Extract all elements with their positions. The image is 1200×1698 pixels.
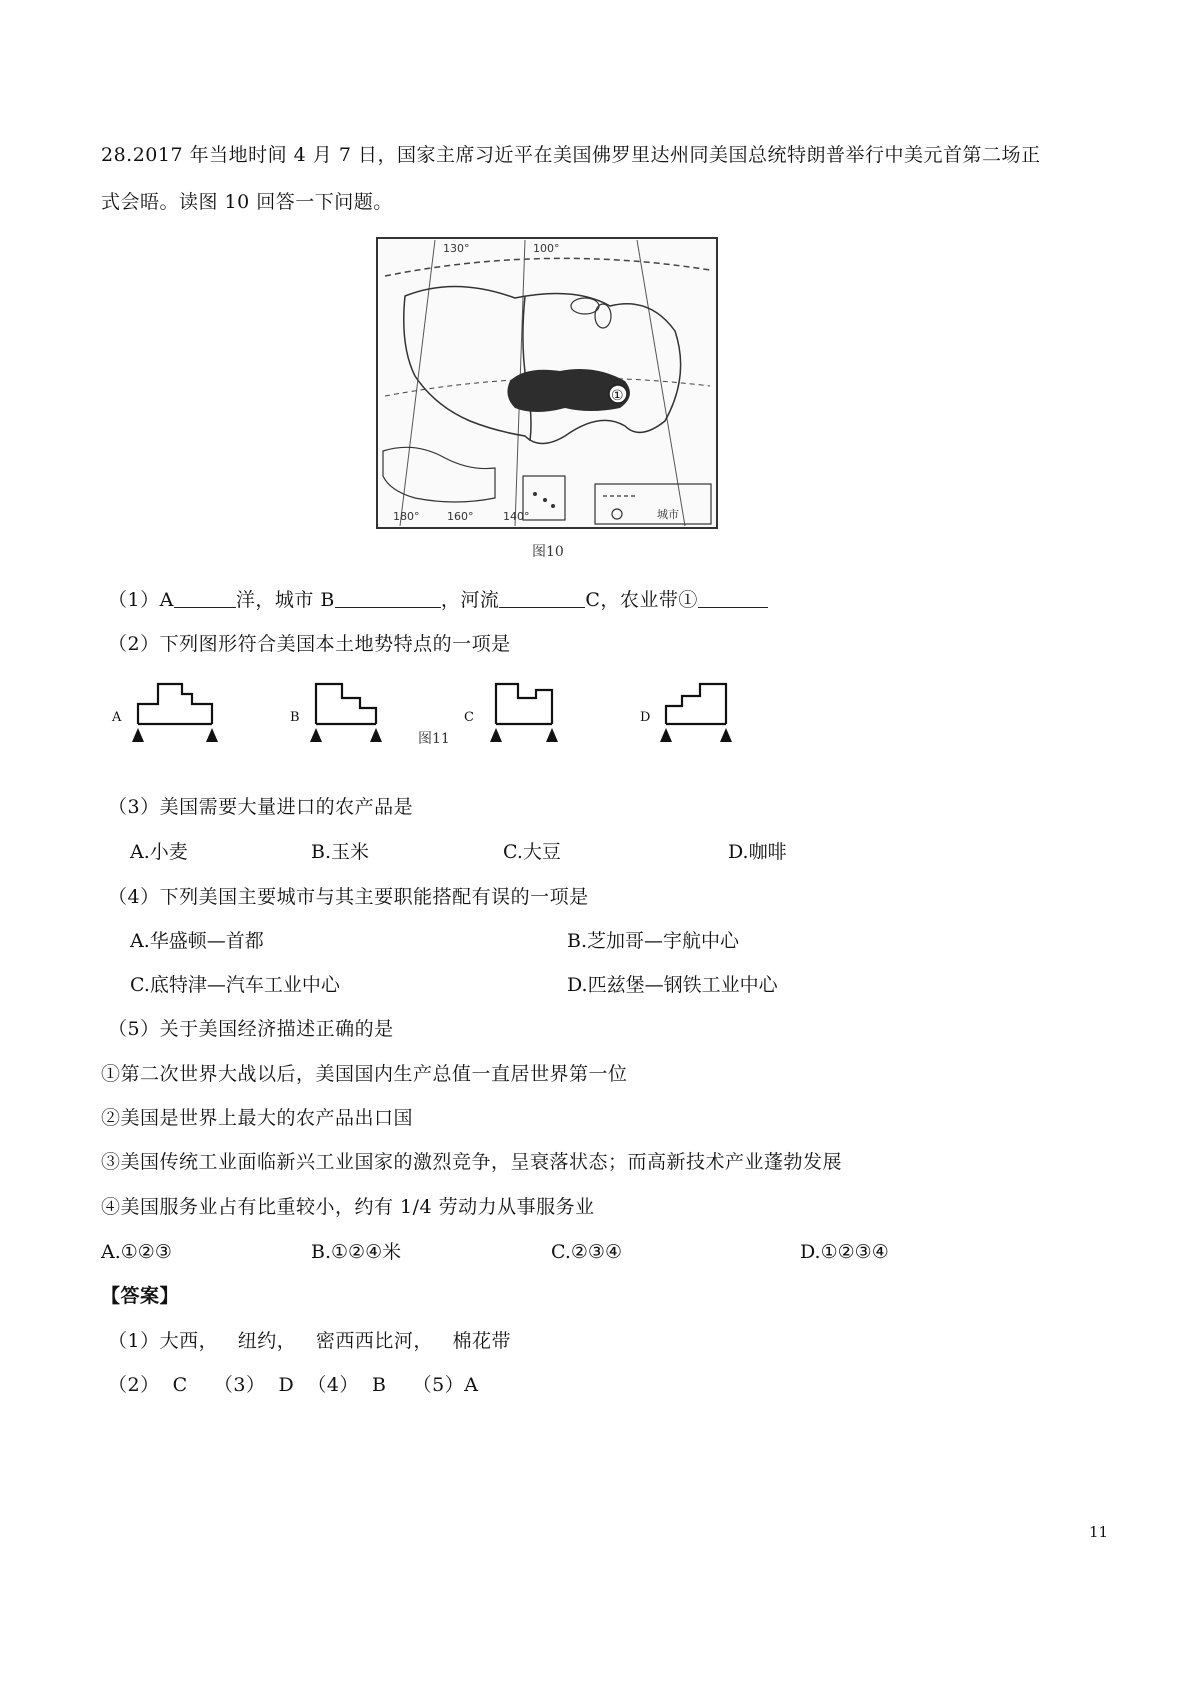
q1-blank-river[interactable]	[499, 589, 585, 608]
figure-10-caption: 图10	[532, 544, 564, 560]
q5-statement-2: ②美国是世界上最大的农产品出口国	[101, 1107, 414, 1129]
q1-blank-ocean[interactable]	[174, 589, 236, 608]
question-intro-line2: 式会晤。读图 10 回答一下问题。	[101, 191, 393, 213]
q5-option-b[interactable]: B.①②④米	[311, 1241, 402, 1263]
q4-option-a[interactable]: A.华盛顿—首都	[130, 930, 264, 952]
fig11-profile-b	[306, 676, 402, 748]
q3-option-a[interactable]: A.小麦	[130, 841, 188, 863]
q1-part3: ，河流	[440, 589, 500, 611]
q5-option-a[interactable]: A.①②③	[101, 1241, 172, 1263]
fig11-label-a: A	[112, 710, 122, 725]
q5-statement-4: ④美国服务业占有比重较小，约有 1/4 劳动力从事服务业	[101, 1196, 595, 1218]
q1-blank-city[interactable]	[335, 589, 441, 608]
lon-label-140: 140°	[503, 510, 530, 523]
q1-part1: （1）A	[108, 589, 174, 611]
fig11-profile-d	[656, 676, 752, 748]
lon-label-130: 130°	[443, 242, 470, 255]
q4-text: （4）下列美国主要城市与其主要职能搭配有误的一项是	[108, 886, 589, 908]
q2-text: （2）下列图形符合美国本土地势特点的一项是	[108, 633, 511, 655]
q3-option-b[interactable]: B.玉米	[311, 841, 370, 863]
figure-11-caption: 图11	[418, 731, 450, 747]
q5-option-d[interactable]: D.①②③④	[800, 1241, 889, 1263]
q3-option-d[interactable]: D.咖啡	[728, 841, 787, 863]
lon-label-100: 100°	[533, 242, 560, 255]
fig11-label-c: C	[464, 710, 474, 725]
q5-statement-1: ①第二次世界大战以后，美国国内生产总值一直居世界第一位	[101, 1063, 628, 1085]
q4-option-c[interactable]: C.底特津—汽车工业中心	[130, 974, 340, 996]
q4-option-b[interactable]: B.芝加哥—宇航中心	[567, 930, 740, 952]
fig11-profile-a	[128, 676, 224, 748]
lon-label-180: 180°	[393, 510, 420, 523]
answer-line2: （2） C （3） D （4） B （5）A	[108, 1374, 479, 1396]
legend-city-label: 城市	[657, 508, 679, 521]
q1-blank-belt[interactable]	[698, 589, 768, 608]
fig11-label-d: D	[640, 710, 651, 725]
page-number: 11	[1089, 1523, 1109, 1541]
q5-option-c[interactable]: C.②③④	[551, 1241, 622, 1263]
lon-label-160: 160°	[447, 510, 474, 523]
question-intro-line1: 28.2017 年当地时间 4 月 7 日，国家主席习近平在美国佛罗里达州同美国总统特朗普举行中美元首第二场正	[101, 144, 1041, 166]
figure-10-map	[375, 236, 719, 530]
answer-heading: 【答案】	[101, 1285, 180, 1307]
q3-option-c[interactable]: C.大豆	[503, 841, 561, 863]
q4-option-d[interactable]: D.匹兹堡—钢铁工业中心	[567, 974, 778, 996]
q5-text: （5）关于美国经济描述正确的是	[108, 1018, 394, 1040]
belt-label: ①	[611, 388, 624, 404]
q1-part2: 洋，城市 B	[235, 589, 335, 611]
fig11-profile-c	[482, 676, 578, 748]
fig11-label-b: B	[290, 710, 300, 725]
q1-line	[108, 588, 768, 612]
q1-part4: C，农业带①	[585, 589, 698, 611]
answer-line1: （1）大西， 纽约， 密西西比河， 棉花带	[108, 1330, 511, 1352]
q3-text: （3）美国需要大量进口的农产品是	[108, 796, 414, 818]
q5-statement-3: ③美国传统工业面临新兴工业国家的激烈竞争，呈衰落状态；而高新技术产业蓬勃发展	[101, 1151, 843, 1173]
